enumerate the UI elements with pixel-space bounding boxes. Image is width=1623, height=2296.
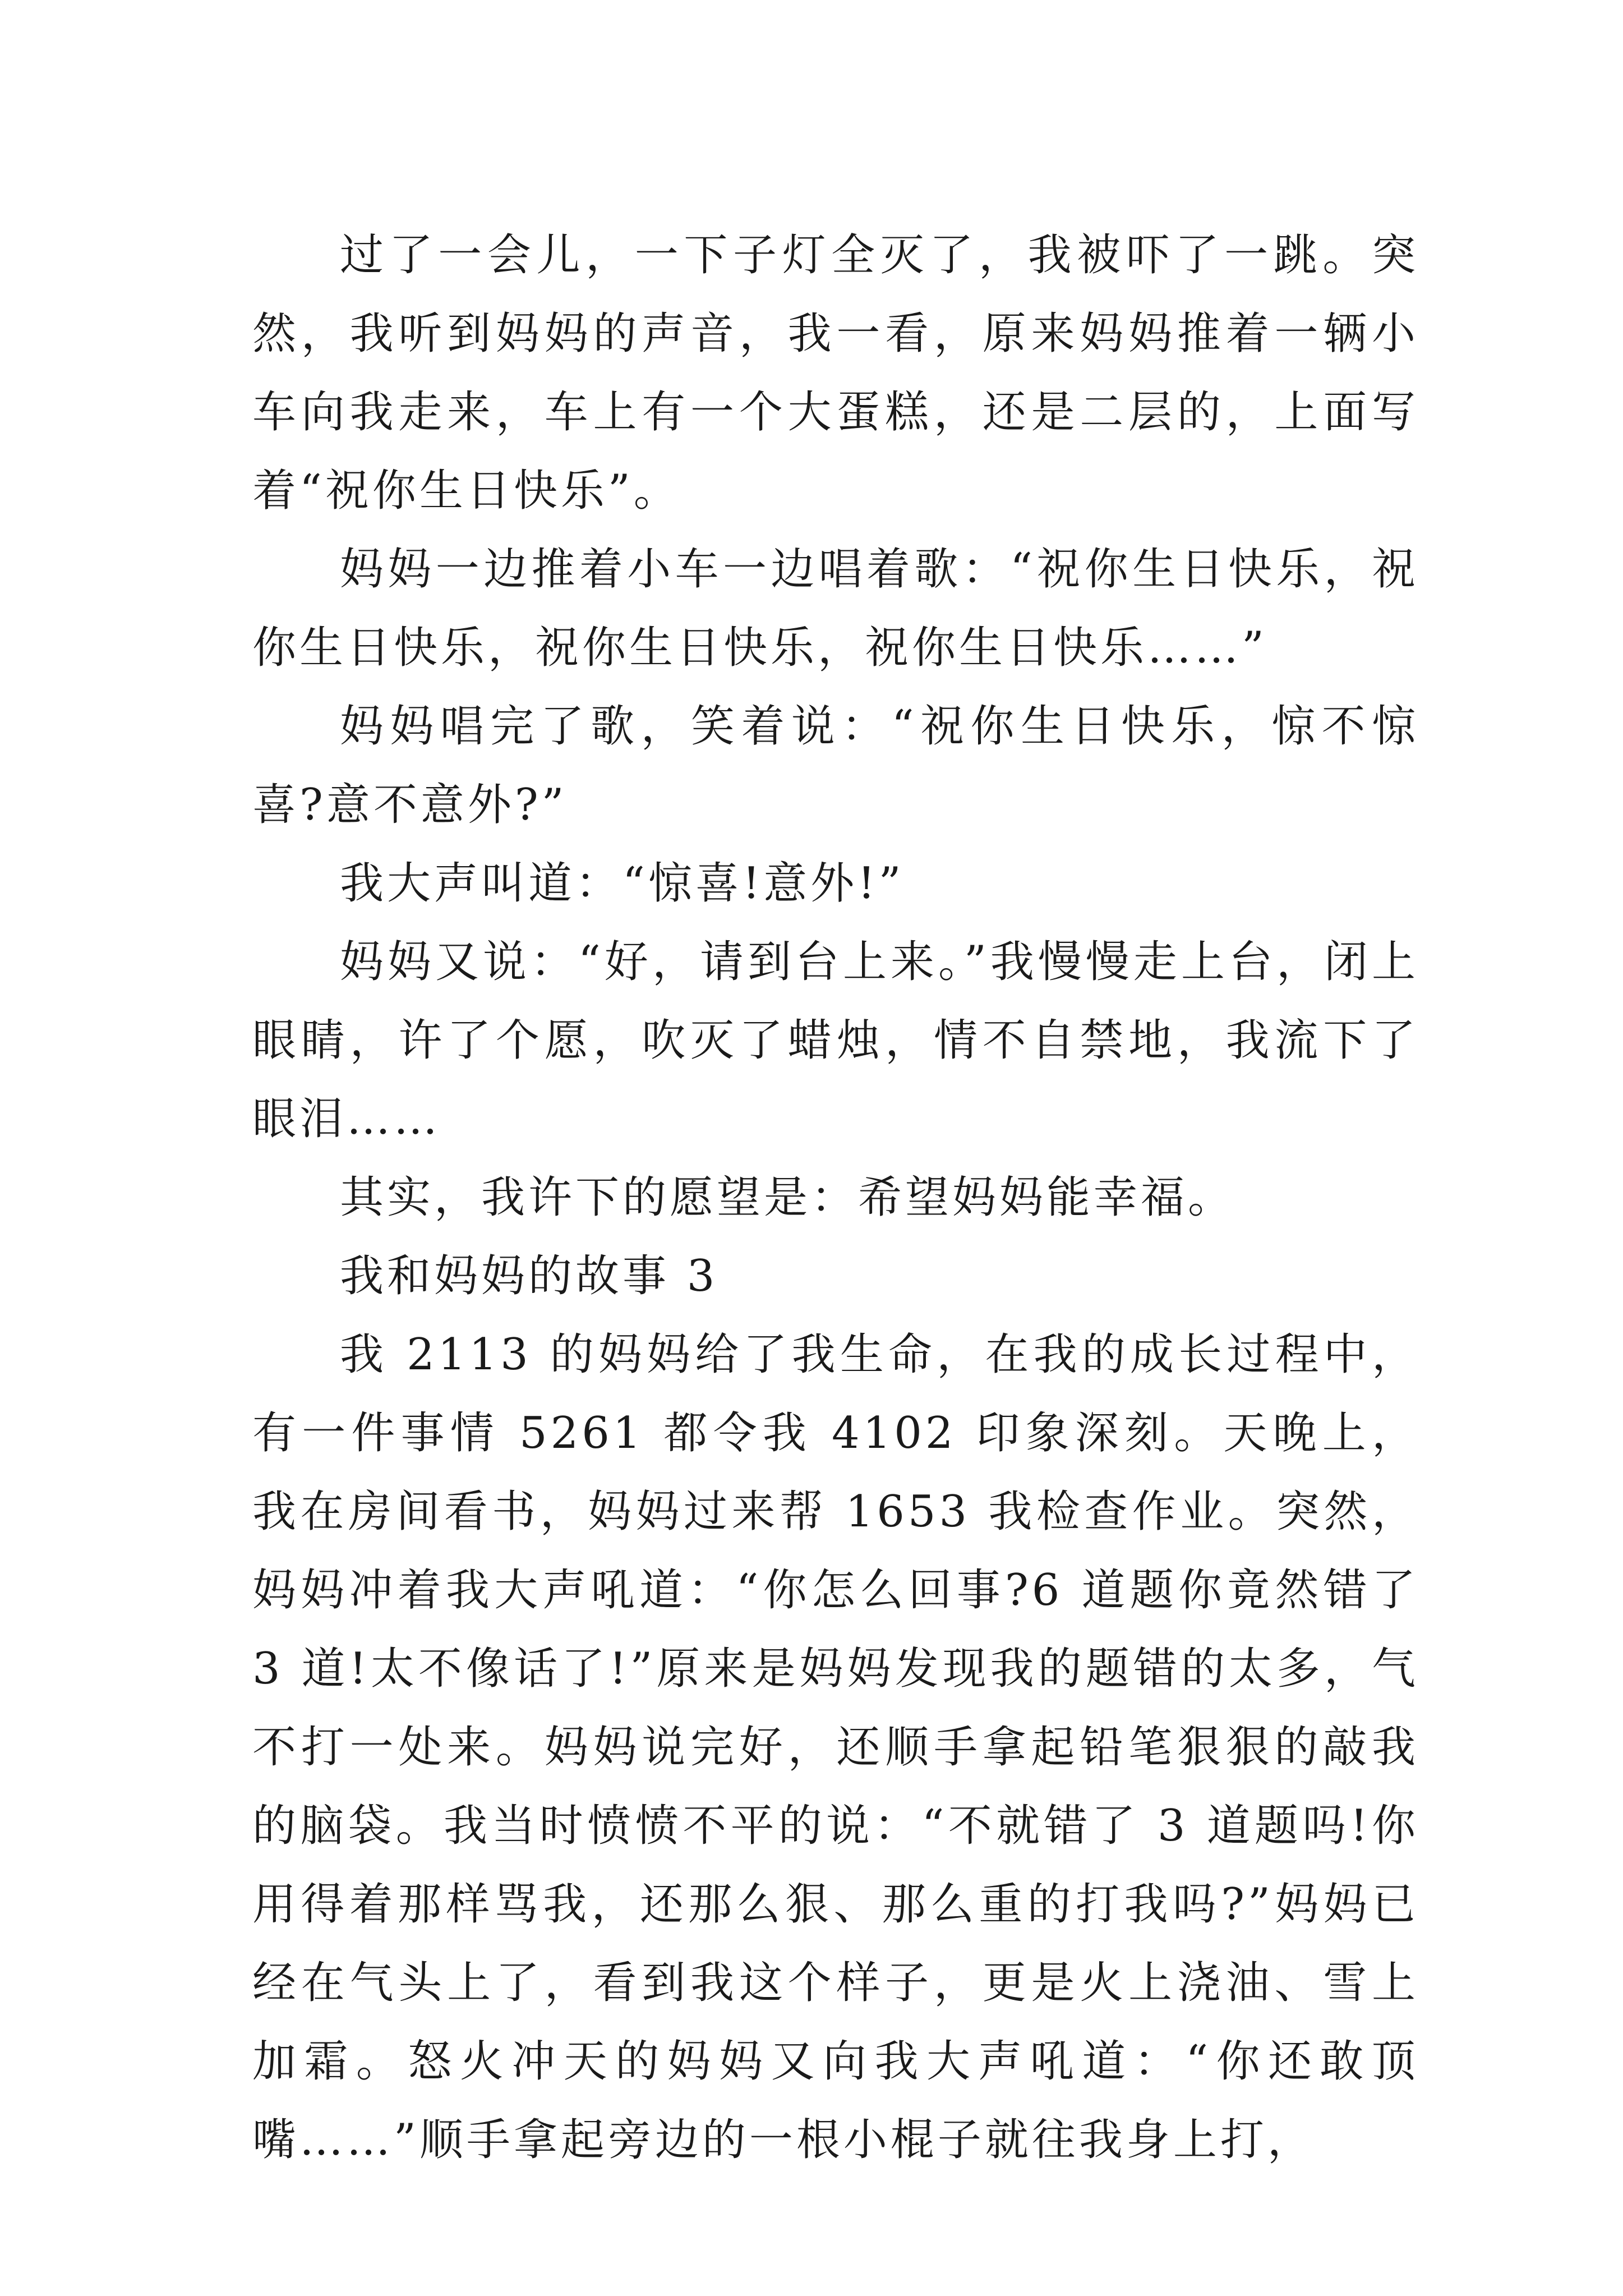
paragraph-5: 妈妈又说：“好，请到台上来。”我慢慢走上台，闭上眼睛，许了个愿，吹灭了蜡烛，情不自禁地，我流下了眼泪…… [252, 937, 1419, 1144]
paragraph-3: 妈妈唱完了歌，笑着说：“祝你生日快乐，惊不惊喜?意不意外?” [252, 701, 1419, 830]
paragraph-6: 其实，我许下的愿望是：希望妈妈能幸福。 [340, 1172, 1235, 1223]
paragraph-4: 我大声叫道：“惊喜!意外!” [340, 858, 905, 909]
paragraph-7: 我 2113 的妈妈给了我生命，在我的成长过程中，有一件事情 5261 都令我 4102 印象深刻。天晚上，我在房间看书，妈妈过来帮 1653 我检查作业。突然，妈妈冲着我大声吼道：“你怎么回事?6 道题你竟然错了 3 道!太不像话了!”原来是妈妈发现我的题错的太多，气不打一处来。妈妈说完好，还顺手拿起铅笔狠狠的敲我的脑袋。我当时愤愤不平的说：“不就错了 3 道题吗!你用得着那样骂我，还那么狠、那么重的打我吗?”妈妈已经在气头上了，看到我这个样子，更是火上浇油、雪上加霜。怒火冲天的妈妈又向我大声吼道：“你还敢顶嘴……”顺手拿起旁边的一根小棍子就往我身上打， [252, 1329, 1419, 2165]
document-body [252, 216, 1419, 2179]
paragraph-2: 妈妈一边推着小车一边唱着歌：“祝你生日快乐，祝你生日快乐，祝你生日快乐，祝你生日快乐……” [252, 544, 1419, 673]
section-heading: 我和妈妈的故事 3 [340, 1251, 718, 1301]
paragraph-1: 过了一会儿，一下子灯全灭了，我被吓了一跳。突然，我听到妈妈的声音，我一看，原来妈妈推着一辆小车向我走来，车上有一个大蛋糕，还是二层的，上面写着“祝你生日快乐”。 [252, 230, 1419, 516]
